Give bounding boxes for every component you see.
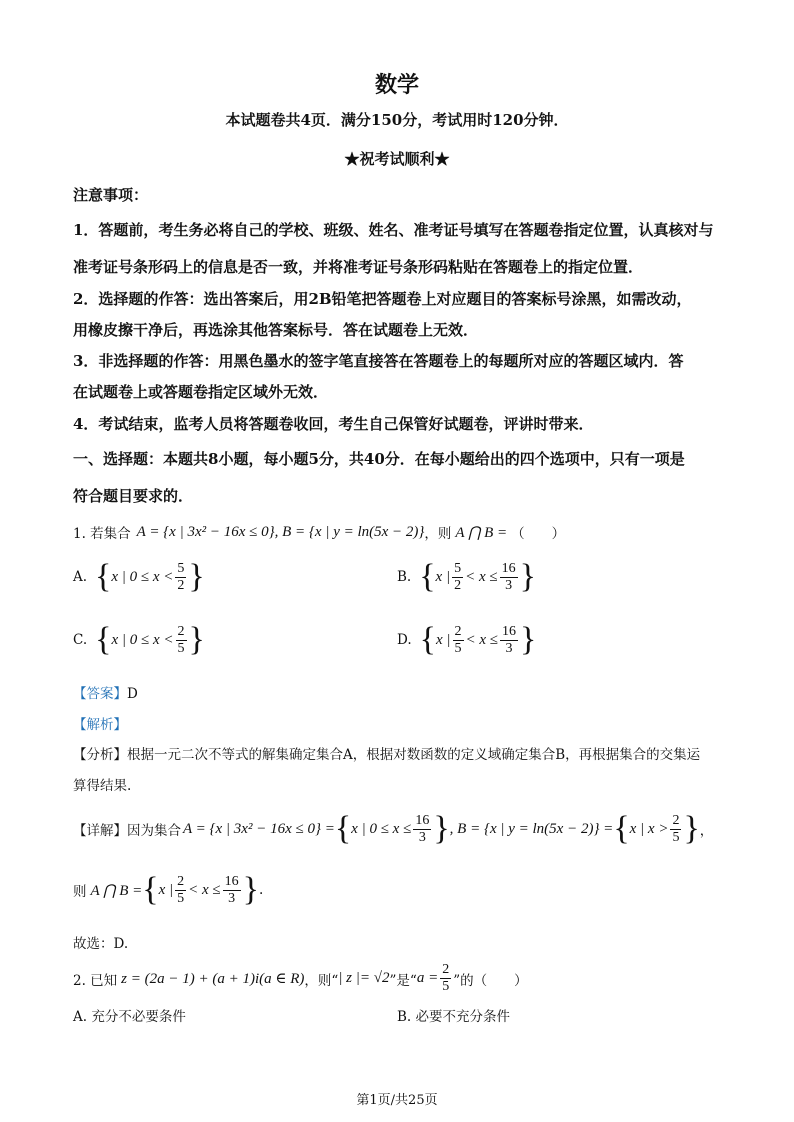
q2-prefix: 2. 已知 <box>73 972 118 989</box>
frac-num: 2 <box>177 623 185 639</box>
frac-den: 5 <box>177 890 185 906</box>
note-line-7: 4．考试结束，监考人员将答题卷收回，考生自己保管好试题卷，评讲时带来． <box>73 415 594 433</box>
question-2 <box>73 962 528 995</box>
ze-set-text: x | <box>158 881 174 898</box>
frac-num: 2 <box>672 812 680 828</box>
frac-den: 5 <box>672 829 680 845</box>
frac-den: 3 <box>418 829 426 845</box>
ze-line <box>73 873 263 907</box>
option-c-set: { x | 0 ≤ x < $\frac{2}{5}$ } <box>95 621 205 658</box>
frac-num: 2 <box>177 873 185 889</box>
q1-option-d <box>397 623 536 657</box>
q2-mid-1: ，则“ <box>304 972 339 989</box>
frac-den: 3 <box>505 640 513 656</box>
note-line-6: 在试题卷上或答题卷指定区域外无效． <box>73 383 329 401</box>
option-d-set: { x | $\frac{2}{5}$ < x ≤ $\frac{16}{3}$ } <box>419 621 537 658</box>
option-a-text: x | 0 ≤ x < <box>111 568 174 585</box>
exam-info: 本试题卷共4页．满分150分，考试用时120分钟． <box>225 111 569 129</box>
xj-a2-fraction <box>413 813 431 846</box>
frac-num: 5 <box>454 560 462 576</box>
xj-b2-text: x | x > <box>629 820 669 837</box>
xiangjie-set-a: A = {x | 3x² − 16x ≤ 0} = <box>183 820 335 837</box>
option-b-set: { x | $\frac{5}{2}$ < x ≤ $\frac{16}{3}$ } <box>419 558 536 595</box>
option-b-mid: < x ≤ <box>465 568 498 585</box>
frac-num: 2 <box>454 623 462 639</box>
q1-option-b <box>397 560 536 594</box>
option-a-fraction <box>175 561 186 594</box>
xiangjie-tag: 【详解】 <box>73 823 127 839</box>
xj-a2-text: x | 0 ≤ x ≤ <box>351 820 412 837</box>
note-line-3: 2．选择题的作答：选出答案后，用2B铅笔把答题卷上对应题目的答案标号涂黑，如需改动， <box>73 290 692 308</box>
frac-num: 16 <box>415 812 430 828</box>
frac-den: 2 <box>177 577 185 593</box>
ze-mid: < x ≤ <box>188 881 221 898</box>
q1-set-b: , B = {x | y = ln(5x − 2)} <box>274 523 425 540</box>
xiangjie-prefix: 因为集合 <box>127 823 181 839</box>
ze-fraction-1 <box>175 874 186 907</box>
q1-set-a: A = {x | 3x² − 16x ≤ 0} <box>136 523 275 540</box>
ze-tail: . <box>258 882 264 898</box>
section-heading-line-2: 符合题目要求的． <box>73 487 194 505</box>
option-d-mid: < x ≤ <box>465 631 499 648</box>
frac-den: 3 <box>505 577 513 593</box>
option-b-fraction-2 <box>500 561 518 594</box>
option-c-text: x | 0 ≤ x < <box>111 631 174 648</box>
q1-choose: 故选：D. <box>73 936 129 952</box>
option-b-label: B. <box>397 569 412 585</box>
frac-den: 5 <box>442 979 450 994</box>
q2-mid-2: ”是“ <box>389 972 417 989</box>
option-d-label: D. <box>397 632 412 648</box>
q1-prefix: 1. 若集合 <box>73 526 131 542</box>
xiangjie-set-b: , B = {x | y = ln(5x − 2)} = <box>449 820 614 837</box>
ze-ask: A ⋂ B = <box>90 882 143 899</box>
q1-paren: （ ） <box>511 526 566 542</box>
fenxi-line-1 <box>73 743 700 763</box>
fenxi-text-1: 根据一元二次不等式的解集确定集合A，根据对数函数的定义域确定集合B，再根据集合的交集运 <box>127 747 701 763</box>
option-a-set: { x | 0 ≤ x < $\frac{5}{2}$ } <box>95 558 205 595</box>
frac-num: 2 <box>442 962 450 977</box>
option-b-text: x | <box>435 568 451 585</box>
ze-prefix: 则 <box>73 884 87 900</box>
frac-den: 3 <box>228 890 236 906</box>
frac-den: 2 <box>454 577 462 593</box>
option-b-fraction-1 <box>452 561 463 594</box>
q2-expr: z = (2a − 1) + (a + 1)i(a ∈ R) <box>121 971 305 987</box>
q1-option-a <box>73 560 205 594</box>
ze-set: { x | $\frac{2}{5}$ < x ≤ $\frac{16}{3}$ } <box>142 871 259 908</box>
q2-cond-2-fraction <box>440 962 451 995</box>
q1-ask: A ⋂ B = <box>455 524 508 541</box>
q2-mid-3: ”的（ ） <box>453 972 528 989</box>
note-line-4: 用橡皮擦干净后，再选涂其他答案标号．答在试题卷上无效． <box>73 321 479 339</box>
option-c-fraction <box>176 624 187 657</box>
frac-num: 16 <box>502 623 517 639</box>
option-d-fraction-1 <box>453 624 464 657</box>
notes-heading: 注意事项： <box>73 186 149 204</box>
q1-answer <box>73 682 138 702</box>
exam-title: 数学 <box>374 72 419 98</box>
option-c-label: C. <box>73 632 88 648</box>
xiangjie-set-b-result: { x | x > $\frac{2}{5}$ } <box>613 810 700 847</box>
q2-option-a: A. 充分不必要条件 <box>73 1009 186 1025</box>
q2-option-b: B. 必要不充分条件 <box>397 1009 511 1025</box>
option-d-fraction-2 <box>500 624 518 657</box>
section-heading-line-1: 一、选择题：本题共8小题，每小题5分，共40分．在每小题给出的四个选项中，只有一项是 <box>73 450 685 468</box>
q2-cond-2: a = <box>416 970 439 986</box>
question-1 <box>73 522 565 542</box>
analysis-tag: 【解析】 <box>73 717 127 733</box>
page-footer: 第1页/共25页 <box>356 1093 438 1108</box>
xiangjie-line <box>73 812 713 846</box>
frac-num: 16 <box>501 560 516 576</box>
xj-b2-fraction <box>670 813 681 846</box>
ze-fraction-2 <box>223 874 241 907</box>
frac-num: 16 <box>224 873 239 889</box>
exam-wish: ★祝考试顺利★ <box>344 150 450 168</box>
answer-value: D <box>127 686 138 702</box>
fenxi-line-2: 算得结果. <box>73 778 132 794</box>
q1-suffix: ，则 <box>424 526 452 542</box>
frac-den: 5 <box>177 640 185 656</box>
q2-cond-1: | z |= √2 <box>338 970 390 986</box>
q1-option-c <box>73 623 205 657</box>
frac-den: 5 <box>454 640 462 656</box>
frac-num: 5 <box>177 560 185 576</box>
fenxi-tag: 【分析】 <box>73 747 127 763</box>
xiangjie-set-a-result: { x | 0 ≤ x ≤ $\frac{16}{3}$ } <box>334 810 450 847</box>
note-line-5: 3．非选择题的作答：用黑色墨水的签字笔直接答在答题卷上的每题所对应的答题区域内．答 <box>73 352 684 370</box>
note-line-1: 1．答题前，考生务必将自己的学校、班级、姓名、准考证号填写在答题卷指定位置，认真核对与 <box>73 221 714 239</box>
option-d-text: x | <box>435 631 451 648</box>
answer-tag: 【答案】 <box>73 686 127 702</box>
option-a-label: A. <box>73 569 88 585</box>
xj-tail: ， <box>699 823 714 839</box>
note-line-2: 准考证号条形码上的信息是否一致，并将准考证号条形码粘贴在答题卷上的指定位置． <box>73 258 644 276</box>
